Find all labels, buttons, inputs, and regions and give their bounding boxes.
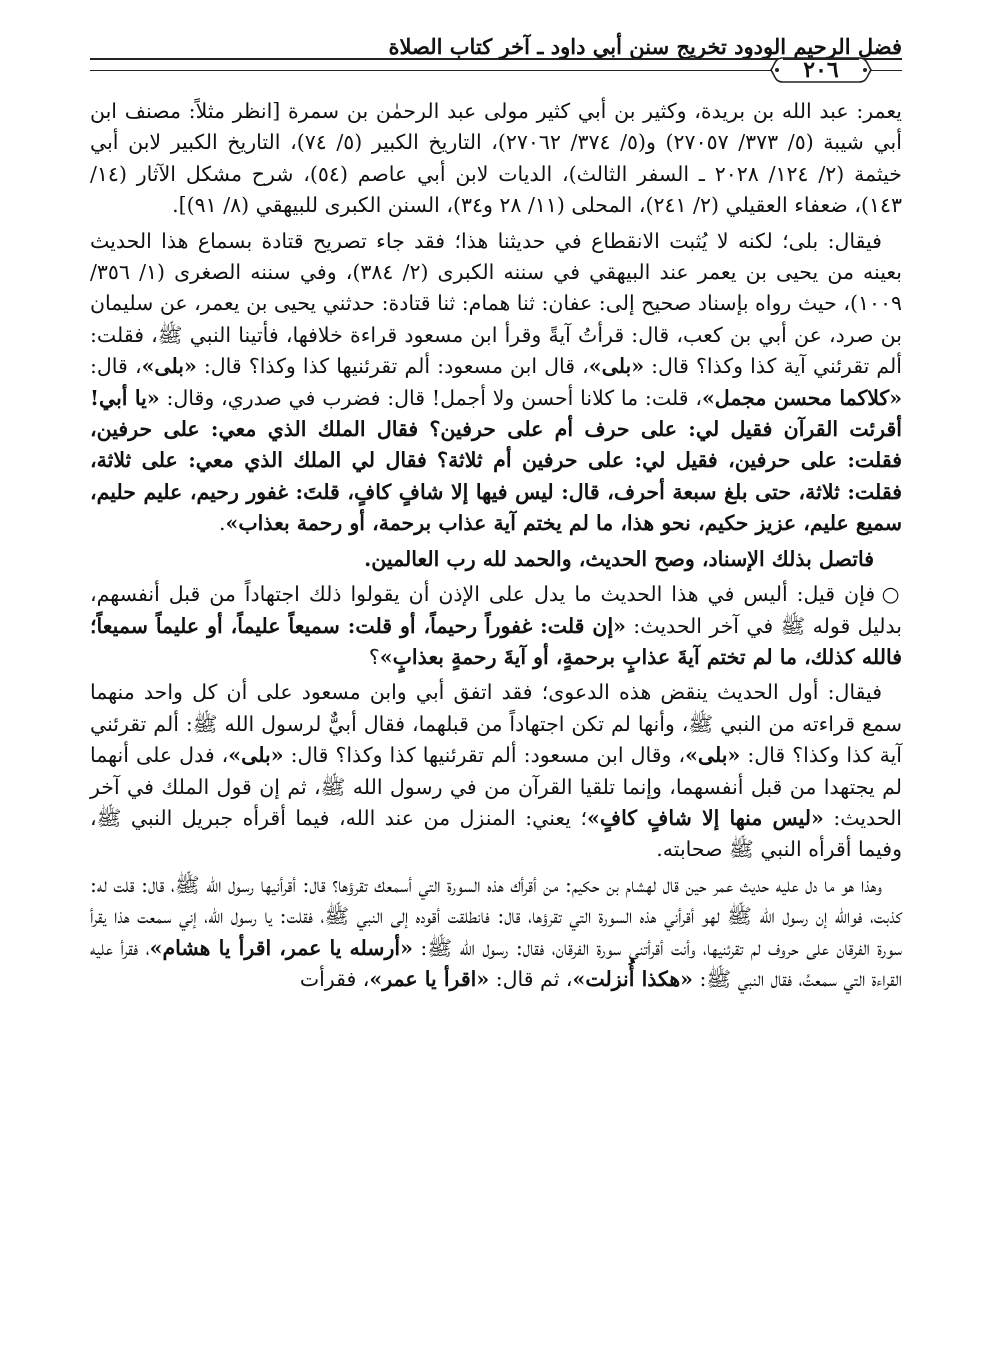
running-title: فضل الرحيم الودود تخريج سنن أبي داود ـ آخر كتاب الصلاة: [388, 34, 902, 59]
page-number: ٢٠٦: [803, 57, 839, 83]
text-run: فيقال: بلى؛ لكنه لا يُثبت الانقطاع في حديثنا هذا؛ فقد جاء تصريح قتادة بسماع هذا الحديث بعينه من يحيى بن يعمر عند البيهقي في سننه الكبرى (٢/ ٣٨٤)، وفي سننه الصغرى (١/ ٣٥٦/ ١٠٠٩)، حيث رواه بإسناد صحيح إلى: عفان: ثنا همام: ثنا قتادة: حدثني يحيى بن يعمر، عن سليمان بن صرد، عن أبي بن كعب، قال: قرأتُ آيةً وقرأ ابن مسعود قراءة خلافها، فأتينا النبي ﷺ، فقلت: ألم تقرئني آية كذا وكذا؟ قال:: [90, 228, 902, 379]
text-run: ؟: [368, 644, 380, 669]
text-run: ، فقرأت: [299, 966, 370, 991]
text-run: ، قال:: [90, 354, 142, 379]
paragraph-question: [90, 579, 902, 673]
text-run: .: [218, 511, 226, 536]
quote-bold: «بلى»: [588, 354, 645, 379]
paragraph-answer: [90, 677, 902, 865]
text-run: ، قال ابن مسعود: ألم تقرئنيها كذا وكذا؟ قال:: [196, 354, 589, 379]
text-run: وهذا هو ما دل عليه حديث عمر حين قال لهشام بن حكيم: من أقرأك هذه السورة التي أسمعك تقرؤها؟ قال: أقرأنيها رسول الله ﷺ، قال: قلت له: كذبت، فوالله إن رسول الله ﷺ لهو أقرأني هذه السورة التي تقرؤها، قال: فانطلقت أقوده إلى النبي ﷺ، فقلت: يا رسول الله، إني سمعت هذا يقرأ سورة الفرقان على حروف لم تقرئنيها، وأنت أقرأتني سورة الفرقان، فقال: رسول الله ﷺ:: [90, 872, 903, 960]
quote-bold: «بلى»: [228, 743, 284, 768]
page-number-ornament: [769, 52, 873, 88]
paragraph-conclusion: [90, 544, 902, 575]
circle-bullet-icon: ○: [881, 582, 902, 607]
text-run: ، وقال ابن مسعود: ألم تقرئنيها كذا وكذا؟ قال:: [283, 743, 686, 768]
text-run: ، فدل على أنهما لم يجتهدا من قبل أنفسهما، وإنما تلقيا القرآن من في رسول الله ﷺ، ثم إن قول الملك في آخر الحديث:: [90, 743, 902, 830]
reference-list-text: يعمر: عبد الله بن بريدة، وكثير بن أبي كثير مولى عبد الرحمٰن بن سمرة [انظر مثلاً: مصنف ابن أبي شيبة (٥/ ٣٧٣/ ٢٧٠٥٧) و(٥/ ٣٧٤/ ٢٧٠٦٢)، التاريخ الكبير (٥/ ٧٤)، التاريخ الكبير لابن أبي خيثمة (٢/ ١٢٤/ ٢٠٢٨ ـ السفر الثالث)، الديات لابن أبي عاصم (٥٤)، شرح مشكل الآثار (١٤/ ١٤٣)، ضعفاء العقيلي (٢/ ٢٤١)، المحلى (١١/ ٢٨ و٣٤)، السنن الكبرى للبيهقي (٨/ ٩١)].: [90, 99, 902, 218]
quote-bold: «يا أبي! أقرئت القرآن فقيل لي: على حرف أم على حرفين؟ فقال الملك الذي معي: على حرفين، فقلت: على حرفين، فقيل لي: على حرفين أم ثلاثة؟ فقال لي الملك الذي معي: على ثلاثة، فقلت: ثلاثة، حتى بلغ سبعة أحرف، قال: ليس فيها إلا شافٍ كافٍ، قلتَ: غفور رحيم، عليم حليم، سميع عليم، عزيز حكيم، نحو هذا، ما لم يختم آية عذاب برحمة، أو رحمة بعذاب»: [90, 385, 902, 536]
paragraph-umar-hadith: [90, 870, 902, 996]
text-run: ، قلت: ما كلانا أحسن ولا أجمل! قال: فضرب في صدري، وقال:: [159, 385, 702, 410]
text-run: ، ثم قال:: [489, 966, 573, 991]
text-run: فيقال: أول الحديث ينقض هذه الدعوى؛ فقد اتفق أبي وابن مسعود على أن كل واحد منهما سمع قراءته من النبي ﷺ، وأنها لم تكن اجتهاداً من قبلهما، فقال أبيٌّ لرسول الله ﷺ: ألم تقرئني آية كذا وكذا؟ قال:: [90, 680, 902, 768]
quote-bold: «أرسله يا عمر، اقرأ يا هشام»: [149, 935, 413, 960]
quote-bold: «بلى»: [685, 743, 741, 768]
text-run: ، فقرأ عليه القراءة التي سمعتُ، فقال النبي ﷺ:: [90, 935, 902, 991]
conclusion-text: فاتصل بذلك الإسناد، وصح الحديث، والحمد لله رب العالمين.: [364, 546, 874, 571]
quote-bold: «اقرأ يا عمر»: [369, 966, 490, 991]
body-text: [90, 96, 902, 999]
quote-bold: «بلى»: [141, 354, 197, 379]
paragraph-hadith: [90, 226, 902, 540]
paragraph-references: [90, 96, 902, 222]
quote-bold: «ليس منها إلا شافٍ كافٍ»: [587, 805, 824, 830]
quote-bold: «كلاكما محسن مجمل»: [701, 385, 903, 410]
quote-bold: «هكذا أُنزلت»: [572, 966, 693, 991]
text-run: فإن قيل: أليس في هذا الحديث ما يدل على الإذن أن يقولوا ذلك اجتهاداً من قبل أنفسهم، بدليل قوله ﷺ في آخر الحديث:: [90, 582, 903, 638]
text-run: ؛ يعني: المنزل من عند الله، فيما أقرأه جبريل النبي ﷺ، وفيما أقرأه النبي ﷺ صحابته.: [90, 805, 902, 862]
quote-bold: «إن قلت: غفوراً رحيماً، أو قلت: سميعاً عليماً، أو عليماً سميعاً؛ فالله كذلك، ما لم تختم آيةَ عذابٍ برحمةٍ، أو آيةَ رحمةٍ بعذابٍ»: [90, 613, 902, 669]
